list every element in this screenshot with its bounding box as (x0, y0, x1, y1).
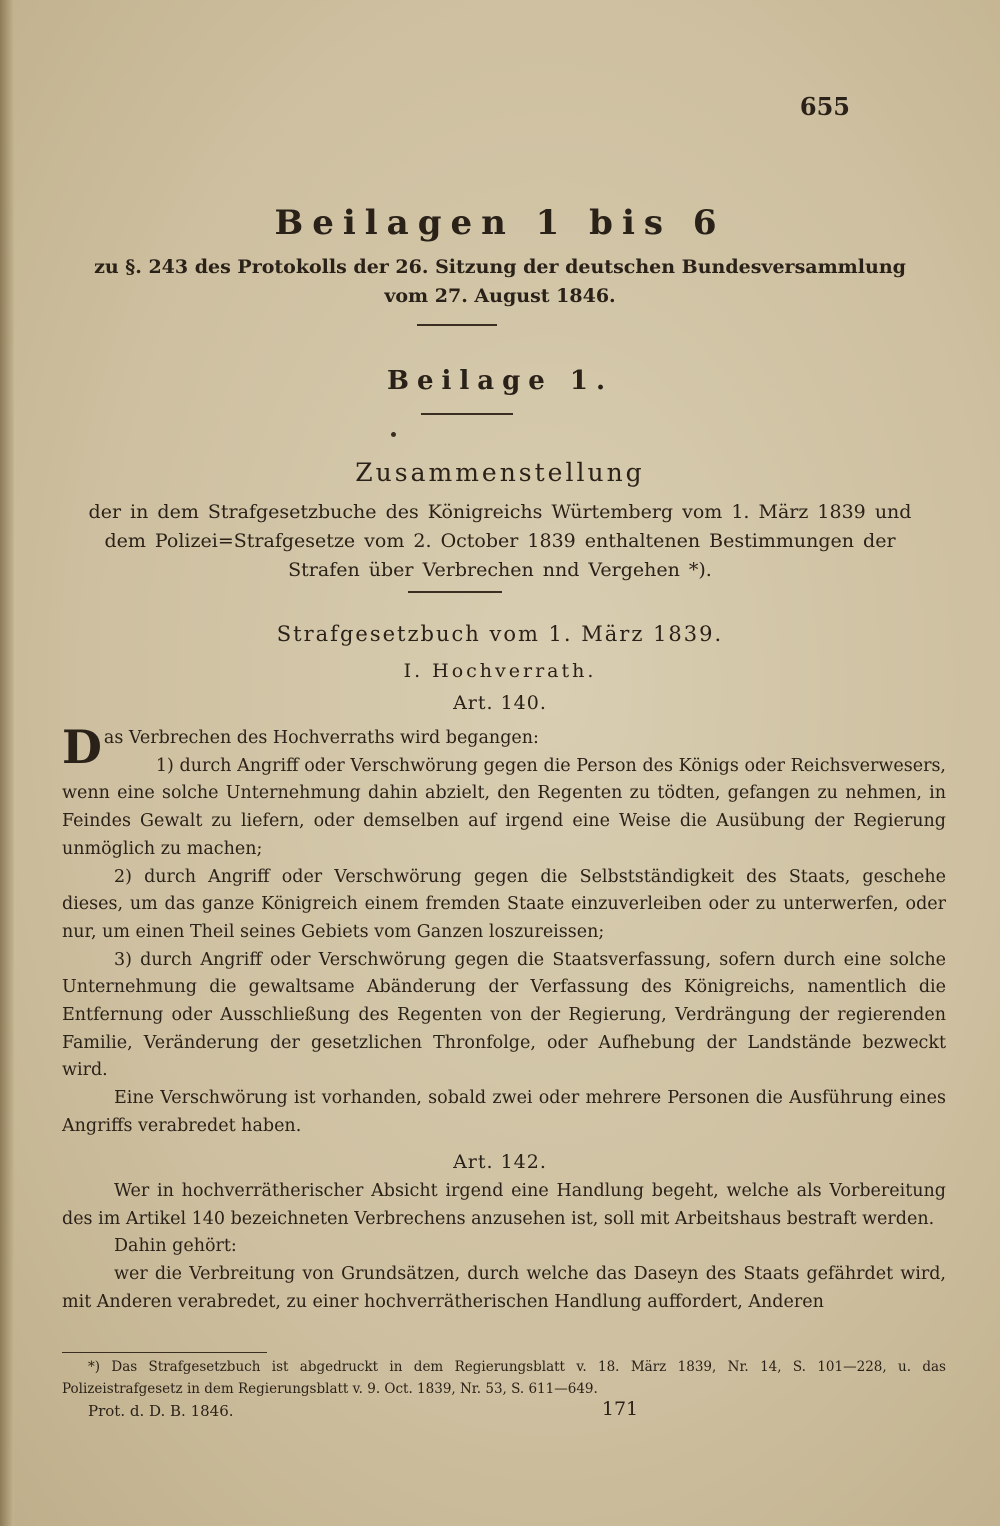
article-140-intro: Das Verbrechen des Hochverraths wird begangen: (62, 720, 539, 774)
zusammenstellung-heading: Zusammenstellung (355, 458, 645, 487)
section-subheading: I. Hochverrath. (403, 660, 597, 682)
article-142-text: Wer in hochverrätherischer Absicht irgend eine Handlung begeht, welche als Vorbereitung des im Artikel 140 bezeichneten Verbrechens anzusehen ist, soll mit Arbeitshaus bestraft werden. (62, 1181, 946, 1229)
article-142-continuation: wer die Verbreitung von Grundsätzen, durch welche das Daseyn des Staats gefährdet wird, mit Anderen verabredet, zu einer hochverrätherischen Handlung auffordert, Anderen (62, 1264, 946, 1312)
footnote-text: *) Das Strafgesetzbuch ist abgedruckt in dem Regierungsblatt v. 18. März 1839, Nr. 14, S. 101—228, u. das Polizeistrafgesetz in dem Regierungsblatt v. 9. Oct. 1839, Nr. 53, S. 611—649. (62, 1359, 946, 1397)
footnote-rule (62, 1352, 267, 1353)
title-divider (417, 324, 497, 326)
subtitle-line-1: zu §. 243 des Protokolls der 26. Sitzung der deutschen Bundesversammlung (94, 256, 906, 278)
article-140-conspiracy: Eine Verschwörung ist vorhanden, sobald zwei oder mehrere Personen die Ausführung eines Angriffs verabredet haben. (62, 1088, 946, 1136)
zusammenstellung-line-1: der in dem Strafgesetzbuche des Königreichs Würtemberg vom 1. März 1839 und (88, 501, 912, 523)
article-142-dahin: Dahin gehört: (114, 1236, 237, 1257)
section-heading: Strafgesetzbuch vom 1. März 1839. (276, 622, 724, 646)
article-140-item-1: 1) durch Angriff oder Verschwörung gegen die Person des Königs oder Reichsverwesers, wenn eine solche Unternehmung dahin abzielt, den Regenten zu tödten, gefangen zu nehmen, in Feindes Gewalt zu liefern, oder demselben auf irgend eine Weise die Ausübung der Regierung unmöglich zu machen; (62, 755, 946, 859)
footnote (62, 1356, 946, 1400)
document-subtitle (60, 253, 940, 311)
signature-mark: Prot. d. D. B. 1846. (88, 1402, 234, 1420)
ornament-dot (391, 432, 396, 437)
subtitle-line-2: vom 27. August 1846. (384, 285, 616, 307)
document-title: Beilagen 1 bis 6 (274, 203, 726, 243)
drop-cap: D (62, 720, 102, 774)
sheet-number: 171 (601, 1398, 639, 1420)
page-edge-shadow (0, 0, 14, 1526)
zusammenstellung-line-2: dem Polizei=Strafgesetze vom 2. October 1839 enthaltenen Bestimmungen der (104, 530, 896, 552)
article-140-item-2: 2) durch Angriff oder Verschwörung gegen die Selbstständigkeit des Staats, geschehe dieses, um das ganze Königreich einem fremden Staate einzuverleiben oder zu unterwerfen, oder nur, um einen Theil seines Gebiets vom Ganzen loszureissen; (62, 866, 946, 942)
beilage-divider (421, 413, 513, 415)
article-140-label: Art. 140. (453, 692, 547, 714)
article-142-body (62, 1178, 946, 1317)
article-140-body (62, 720, 946, 1141)
article-140-item-3: 3) durch Angriff oder Verschwörung gegen die Staatsverfassung, sofern durch eine solche Unternehmung die gewaltsame Abänderung der Verfassung des Königreichs, namentlich die Entfernung oder Ausschließung des Regenten von der Regierung, Verdrängung der regierenden Familie, Veränderung der gesetzlichen Thronfolge, oder Aufhebung der Landstände bezweckt wird. (62, 949, 946, 1081)
article-142-label: Art. 142. (453, 1151, 547, 1173)
page-number: 655 (799, 92, 850, 121)
zusammenstellung-divider (408, 591, 502, 593)
zusammenstellung-line-3: Strafen über Verbrechen nnd Vergehen *). (288, 559, 712, 581)
beilage-heading: Beilage 1. (386, 366, 614, 396)
